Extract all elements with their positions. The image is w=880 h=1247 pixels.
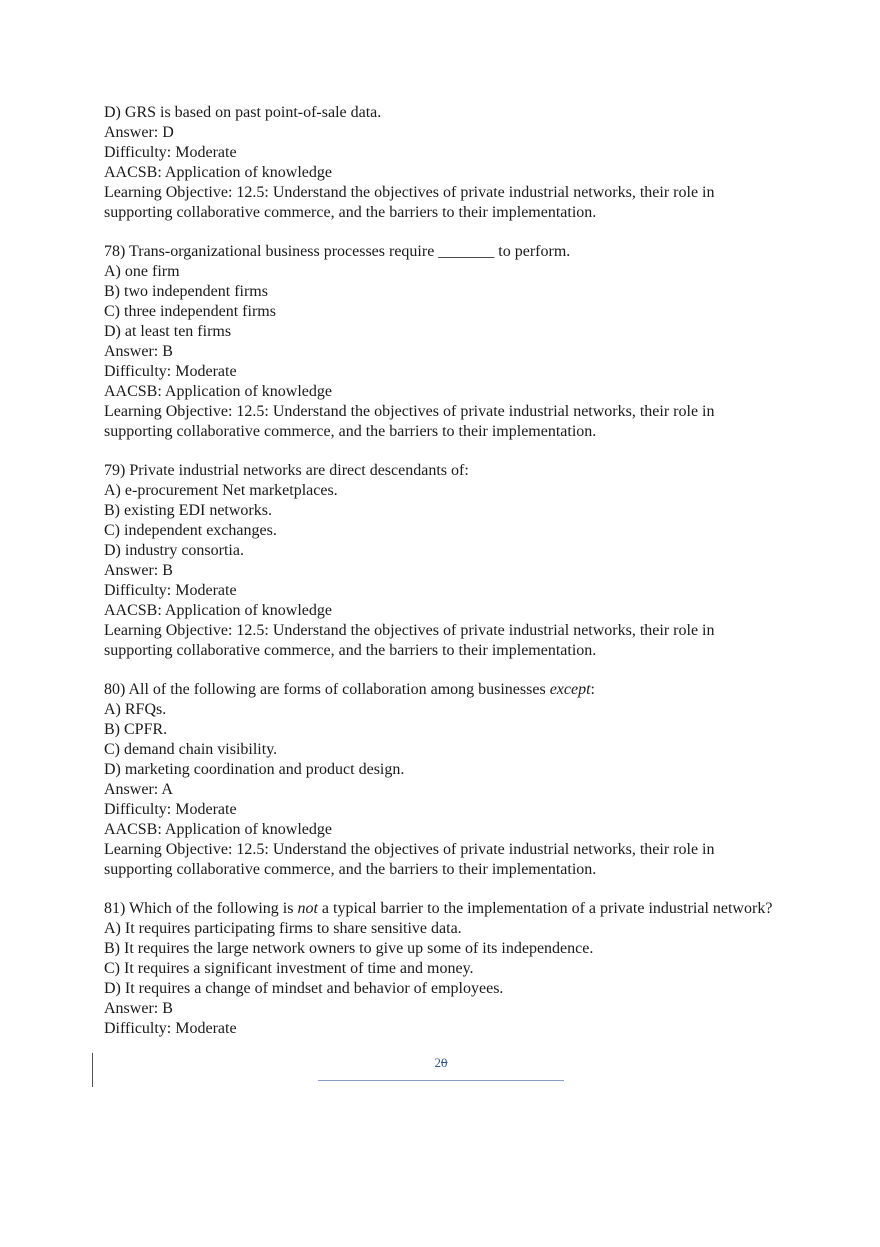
q80-question-end: : xyxy=(590,681,595,698)
carryover-answer: Answer: D xyxy=(104,124,174,141)
q78-question: 78) Trans-organizational business processes require _______ to perform. xyxy=(104,243,571,260)
q80-option-d: D) marketing coordination and product design. xyxy=(104,761,405,778)
q80-answer: Answer: A xyxy=(104,781,173,798)
q78-answer: Answer: B xyxy=(104,343,173,360)
carryover-option-d: D) GRS is based on past point-of-sale data. xyxy=(104,104,382,121)
spacer xyxy=(104,661,784,680)
q79-answer: Answer: B xyxy=(104,562,173,579)
page-number-deleted: 0 xyxy=(441,1055,448,1070)
q79-option-d: D) industry consortia. xyxy=(104,542,244,559)
q80-difficulty: Difficulty: Moderate xyxy=(104,801,237,818)
spacer xyxy=(104,880,784,899)
carryover-difficulty: Difficulty: Moderate xyxy=(104,144,237,161)
carryover-objective: Learning Objective: 12.5: Understand the objectives of private industrial networks, their role in supporting collaborative commerce, and the barriers to their implementation. xyxy=(104,184,715,221)
q78-option-d: D) at least ten firms xyxy=(104,323,232,340)
q80-question-text: 80) All of the following are forms of collaboration among businesses xyxy=(104,681,550,698)
q78-difficulty: Difficulty: Moderate xyxy=(104,363,237,380)
q81-option-a: A) It requires participating firms to share sensitive data. xyxy=(104,920,462,937)
carryover-aacsb: AACSB: Application of knowledge xyxy=(104,164,332,181)
q78-aacsb: AACSB: Application of knowledge xyxy=(104,383,332,400)
q80-objective: Learning Objective: 12.5: Understand the objectives of private industrial networks, their role in supporting collaborative commerce, and the barriers to their implementation. xyxy=(104,841,715,878)
page-number xyxy=(318,1055,564,1071)
q79-objective: Learning Objective: 12.5: Understand the objectives of private industrial networks, their role in supporting collaborative commerce, and the barriers to their implementation. xyxy=(104,622,715,659)
q81-difficulty: Difficulty: Moderate xyxy=(104,1020,237,1037)
q79-question: 79) Private industrial networks are direct descendants of: xyxy=(104,462,469,479)
q81-option-b: B) It requires the large network owners to give up some of its independence. xyxy=(104,940,594,957)
revision-change-bar xyxy=(92,1053,93,1087)
q80-option-b: B) CPFR. xyxy=(104,721,168,738)
q81-option-d: D) It requires a change of mindset and behavior of employees. xyxy=(104,980,504,997)
document-body xyxy=(104,103,784,1039)
page-number-inserted: 2 xyxy=(434,1055,441,1070)
spacer xyxy=(104,223,784,242)
q81-question-end: a typical barrier to the implementation of a private industrial network? xyxy=(317,900,773,917)
q80-option-c: C) demand chain visibility. xyxy=(104,741,278,758)
q78-option-a: A) one firm xyxy=(104,263,180,280)
q81-question-emphasis: not xyxy=(297,900,318,917)
q79-aacsb: AACSB: Application of knowledge xyxy=(104,602,332,619)
q80-option-a: A) RFQs. xyxy=(104,701,167,718)
q79-option-a: A) e-procurement Net marketplaces. xyxy=(104,482,338,499)
q81-question-text: 81) Which of the following is xyxy=(104,900,298,917)
q78-option-c: C) three independent firms xyxy=(104,303,276,320)
q80-question xyxy=(104,680,784,700)
q79-option-b: B) existing EDI networks. xyxy=(104,502,272,519)
q80-aacsb: AACSB: Application of knowledge xyxy=(104,821,332,838)
q79-difficulty: Difficulty: Moderate xyxy=(104,582,237,599)
footer-rule xyxy=(318,1080,564,1081)
q80-question-emphasis: except xyxy=(549,681,591,698)
spacer xyxy=(104,442,784,461)
q81-question xyxy=(104,899,784,919)
q81-answer: Answer: B xyxy=(104,1000,173,1017)
q79-option-c: C) independent exchanges. xyxy=(104,522,277,539)
q78-option-b: B) two independent firms xyxy=(104,283,268,300)
q81-option-c: C) It requires a significant investment of time and money. xyxy=(104,960,474,977)
q78-objective: Learning Objective: 12.5: Understand the objectives of private industrial networks, their role in supporting collaborative commerce, and the barriers to their implementation. xyxy=(104,403,715,440)
